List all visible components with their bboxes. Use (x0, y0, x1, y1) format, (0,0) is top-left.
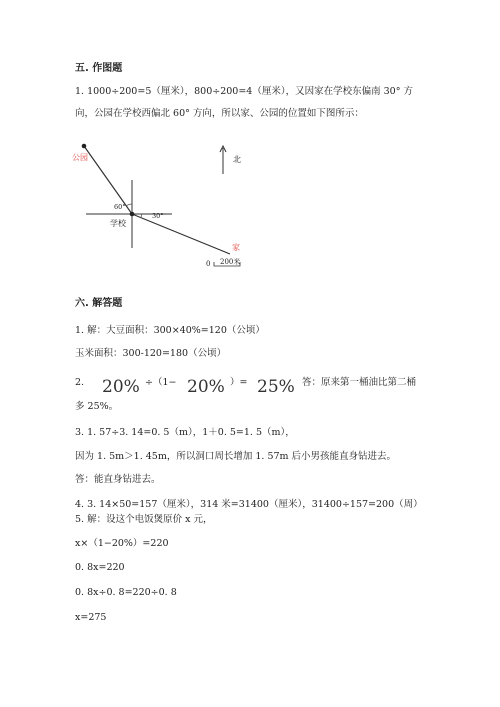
q1-line2: 向，公园在学校西偏北 60° 方向，所以家、公园的位置如下图所示： (75, 108, 364, 119)
scale-zero: 0 (206, 260, 211, 268)
angle-60-label: 60° (114, 203, 126, 211)
q3-answer: 答：能直身钻进去。 (75, 474, 161, 485)
s6-q1-line2: 玉米面积：300-120=180（公顷） (75, 348, 227, 359)
q2-value-b: 20% (187, 377, 225, 397)
q2-number: 2. (75, 377, 85, 388)
q2-value-a: 20% (102, 377, 140, 397)
scale-label: 200米 (220, 258, 241, 266)
q2-equals: ）= (230, 377, 248, 388)
section6-heading: 六. 解答题 (75, 298, 123, 309)
q2-answer-cont: 多 25%。 (75, 401, 119, 412)
q2-operator: ÷（1− (145, 377, 177, 388)
north-label: 北 (233, 155, 241, 164)
school-point (130, 212, 135, 217)
home-label: 家 (232, 243, 240, 252)
q3-line1: 3. 1. 57÷3. 14=0. 5（m），1＋0. 5=1. 5（m）， (75, 427, 295, 438)
school-label: 学校 (110, 219, 126, 228)
q5-line5: x=275 (75, 612, 107, 623)
q2-answer: 答：原来第一桶油比第二桶 (302, 377, 417, 388)
q2-value-c: 25% (257, 377, 295, 397)
angle-30-label: 30° (152, 212, 164, 220)
q5-line2: x×（1−20%）=220 (75, 538, 169, 549)
q3-line2: 因为 1. 5m＞1. 45m，所以洞口周长增加 1. 57m 后小男孩能直身钻进去。 (75, 451, 397, 462)
q5-line3: 0. 8x=220 (75, 562, 125, 573)
section5-heading: 五. 作图题 (75, 63, 123, 74)
q5-line4: 0. 8x÷0. 8=220÷0. 8 (75, 587, 177, 598)
q4-line: 4. 3. 14×50=157（厘米），314 米=31400（厘米），31400÷157=200（周） (75, 499, 423, 510)
park-point (82, 144, 87, 149)
s6-q1-line1: 1. 解：大豆面积：300×40%=120（公顷） (75, 325, 265, 336)
q1-line1: 1. 1000÷200=5（厘米），800÷200=4（厘米），又因家在学校东偏南 30° 方 (75, 86, 413, 97)
angle-60-arc (126, 204, 132, 206)
school-home-line (132, 214, 230, 254)
q5-line1: 5. 解：设这个电饭煲原价 x 元， (75, 514, 213, 525)
map-figure (70, 138, 260, 273)
park-label: 公园 (72, 153, 88, 162)
